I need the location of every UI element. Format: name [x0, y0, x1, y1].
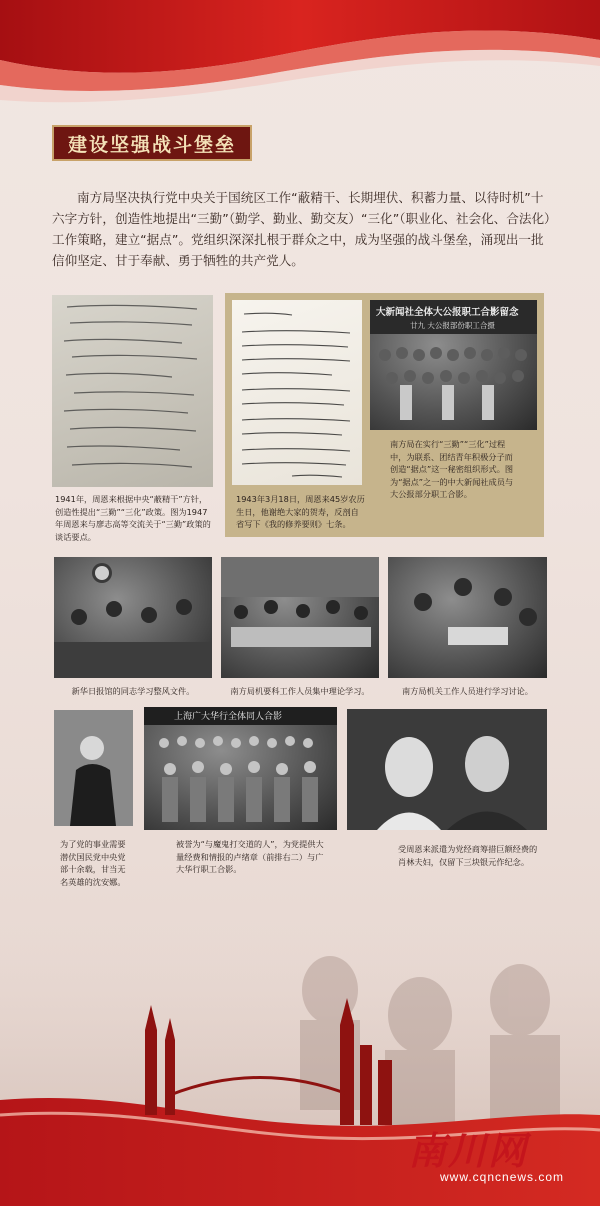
photo-xinhua-study: [54, 557, 212, 678]
photo-caption-8: 被誉为“与魔鬼打交道的人”，为党提供大量经费和情报的卢绪章（前排右二）与广大华行职工合影。: [176, 839, 324, 874]
photo-inscription-2: 上海广大华行全体同人合影: [174, 712, 283, 722]
photo-news-society-group: [370, 300, 537, 430]
photo-staff-discussion: [388, 557, 547, 678]
photo-xiao-lin-couple: [347, 709, 547, 830]
photo-lu-xuzhang-group: [144, 707, 337, 830]
photo-shen-anna: [54, 710, 133, 826]
letter-image: [232, 300, 362, 485]
photo-caption-9: 受周恩来派遣为党经商筹措巨额经费的肖林夫妇，仅留下三块银元作纪念。: [398, 844, 538, 867]
discussion-image: [388, 557, 547, 678]
photo-inscription-date: 廿九 大公报部份职工合摄: [410, 321, 495, 330]
study-image-2: [221, 557, 379, 678]
document-image: [52, 295, 213, 487]
study-image: [54, 557, 212, 678]
top-red-banner: [0, 0, 600, 115]
group-image-2: [144, 707, 337, 830]
couple-image: [347, 709, 547, 830]
photo-caption-1: 1941年，周恩来根据中央“蔽精干”方针，创造性提出“三勤”“三化”政策。图为1947年周恩来与廖志高等交流关于“三勤”政策的谈话要点。: [55, 494, 211, 542]
photo-caption-2: 1943年3月18日，周恩来45岁农历生日，他谢绝大家的贺寿，反剖自省写下《我的修养要则》七条。: [236, 494, 365, 529]
photo-caption-7: 为了党的事业需要潜伏国民党中央党部十余载，甘当无名英雄的沈安娜。: [60, 839, 126, 887]
site-logo: 南川网: [408, 1128, 529, 1173]
photo-inscription: 大新闻社全体大公报职工合影留念: [376, 307, 519, 318]
portrait-image: [54, 710, 133, 826]
photo-handwritten-notes: [52, 295, 213, 487]
photo-cipher-section-study: [221, 557, 379, 678]
intro-paragraph: 南方局坚决执行党中央关于国统区工作“蔽精干、长期埋伏、积蓄力量、以待时机”十六字方针，创造性地提出“三勤”（勤学、勤业、勤交友）“三化”（职业化、社会化、合法化）工作策略，建立“据点”。党组织深深扎根于群众之中，成为坚强的战斗堡垒，涌现出一批信仰坚定、甘于奉献、勇于牺牲的共产党人。: [52, 190, 551, 268]
photo-caption-4: 新华日报馆的同志学习整风文件。: [71, 686, 195, 696]
photo-zhou-self-cultivation-rules: [232, 300, 362, 485]
photo-caption-6: 南方局机关工作人员进行学习讨论。: [401, 686, 533, 696]
photo-caption-5: 南方局机要科工作人员集中理论学习。: [230, 686, 370, 696]
section-title: 建设坚强战斗堡垒: [52, 125, 252, 161]
site-url: www.cqncnews.com: [440, 1170, 565, 1184]
photo-caption-3: 南方局在实行“三勤”“三化”过程中，为联系、团结青年积极分子而创造“据点”这一秘密组织形式。图为“据点”之一的中大新闻社成员与大公报部分职工合影。: [390, 439, 514, 499]
